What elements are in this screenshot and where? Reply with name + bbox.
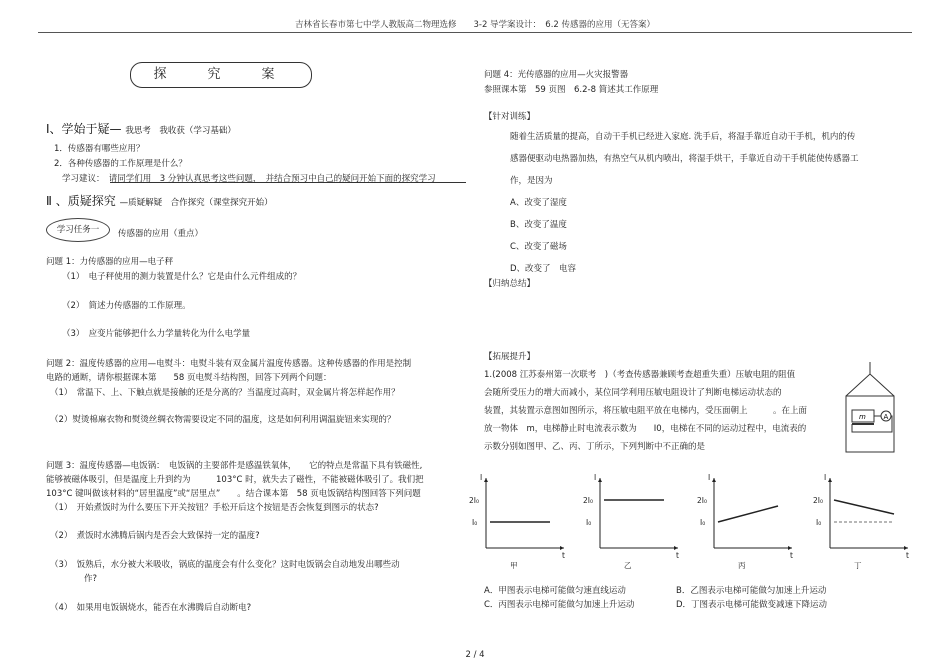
tick-label-2I0: 2I₀ <box>583 496 593 505</box>
tick-label-I0: I₀ <box>586 518 592 527</box>
page-number: 2 / 4 <box>465 650 485 660</box>
section1-subtitle: 我思考 我收获（学习基础） <box>125 126 236 136</box>
option-d: D、改变了 电容 <box>510 264 577 274</box>
section2-heading <box>46 192 273 209</box>
problem-3-line: 问题 3：温度传感器—电饭锅： 电饭锅的主要部件是感温铁氧体， 它的特点是常温下具有铁磁性, <box>46 461 423 471</box>
answer-b: B．乙图表示电梯可能做匀加速上升运动 <box>676 586 827 596</box>
graph-2 <box>582 470 686 570</box>
answer-a: A．甲图表示电梯可能做匀速直线运动 <box>484 586 626 596</box>
x-axis-label: t <box>676 551 679 560</box>
problem-3-line: 能够被磁体吸引，但是温度上升到约为 103°C 时，就失去了磁性，不能被磁体吸引了。我们把 <box>46 475 424 485</box>
problem-2-line: 问题 2：温度传感器的应用—电熨斗：电熨斗装有双金属片温度传感器。这种传感器的作用是控制 <box>46 359 412 369</box>
page-header: 吉林省长春市第七中学人教版高二物理选修 3-2 导学案设计： 6.2 传感器的应用（无答案） <box>294 20 656 30</box>
x-axis-label: t <box>906 551 909 560</box>
graph-3 <box>696 470 800 570</box>
y-axis-label: I <box>708 473 711 482</box>
option-a: A、改变了湿度 <box>510 198 567 208</box>
problem-1-item: （2） 简述力传感器的工作原理。 <box>62 301 191 311</box>
tick-label-I0: I₀ <box>816 518 822 527</box>
training-line: 作，是因为 <box>510 176 553 186</box>
y-arrow <box>598 478 602 482</box>
training-heading: 【针对训练】 <box>484 112 536 122</box>
option-c: C、改变了磁场 <box>510 242 567 252</box>
answer-d: D．丁图表示电梯可能做变减速下降运动 <box>676 600 828 610</box>
problem-3-line: 作? <box>50 574 98 584</box>
problem-3-line: 103°C 键叫做该材料的“居里温度”或“居里点” 。结合课本第 58 页电饭锅结构图回答下列问题 <box>46 489 421 499</box>
extension-line: 1.(2008 江苏泰州第一次联考 )（考查传感器兼顾考查超重失重）压敏电阻的阻值 <box>484 370 796 380</box>
answer-c: C．丙图表示电梯可能做匀加速上升运动 <box>484 600 635 610</box>
tick-label-2I0: 2I₀ <box>813 496 823 505</box>
section1-heading <box>46 120 236 137</box>
graph-caption: 丙 <box>738 561 746 570</box>
section1-heading-text: Ⅰ、学始于疑— <box>46 122 122 136</box>
x-arrow <box>674 546 678 550</box>
problem-2-line: 电路的通断，请你根据课本第 58 页电熨斗结构图，回答下列两个问题： <box>46 373 332 383</box>
study-advice: 学习建议： 请同学们用 3 分钟认真思考这些问题， 并结合预习中自己的疑问开始下面的探究学习 <box>62 174 436 184</box>
y-arrow <box>712 478 716 482</box>
elevator-roof <box>846 374 894 396</box>
ammeter-label: A <box>883 413 889 421</box>
graph-caption: 甲 <box>510 561 518 570</box>
problem-1-item: （1） 电子秤使用的测力装置是什么？它是由什么元件组成的？ <box>62 272 302 282</box>
task-bubble: 学习任务一 <box>46 218 110 242</box>
x-axis-label: t <box>562 551 565 560</box>
problem-2-line: （1） 常温下、上、下触点就是接触的还是分离的？当温度过高时，双金属片将怎样起作用？ <box>50 388 400 398</box>
current-line <box>834 500 894 514</box>
y-arrow <box>484 478 488 482</box>
x-axis-label: t <box>790 551 793 560</box>
problem-4-title: 问题 4：光传感器的应用—火灾报警器 <box>484 70 629 80</box>
section-title: 探 究 案 <box>130 62 312 88</box>
problem-3-line: （1） 开始煮饭时为什么要压下开关按钮？手松开后这个按钮是否会恢复到图示的状态? <box>50 503 379 513</box>
y-axis-label: I <box>824 473 827 482</box>
graph-caption: 乙 <box>624 561 632 570</box>
problem-1-item: （3） 应变片能够把什么力学量转化为什么电学量 <box>62 329 251 339</box>
extension-line: 示数分别如图甲、乙、丙、丁所示，下列判断中不正确的是 <box>484 442 706 452</box>
graph-1 <box>468 470 572 570</box>
section2-heading-text: Ⅱ 、质疑探究 <box>46 194 116 208</box>
x-arrow <box>788 546 792 550</box>
section2-subtitle: —质疑解疑 合作探究（课堂探究开始） <box>119 198 273 208</box>
y-axis-label: I <box>480 473 483 482</box>
mass-label: m <box>859 413 866 421</box>
header-rule <box>38 32 912 33</box>
summary-heading: 【归纳总结】 <box>484 279 536 289</box>
current-line <box>718 506 778 522</box>
problem-1-title: 问题 1：力传感器的应用—电子秤 <box>46 257 174 267</box>
problem-3-line: （3） 饭熟后，水分被大米吸收，锅底的温度会有什么变化？这时电饭锅会自动地发出哪些动 <box>50 560 400 570</box>
task-text: 传感器的应用（重点） <box>118 229 204 239</box>
question-2: 2．各种传感器的工作原理是什么？ <box>54 159 187 169</box>
training-line: 随着生活质量的提高，自动干手机已经进入家庭. 洗手后，将湿手靠近自动干手机，机内的传 <box>510 132 856 142</box>
graph-4 <box>812 470 916 570</box>
tick-label-I0: I₀ <box>472 518 478 527</box>
y-axis-label: I <box>594 473 597 482</box>
problem-4-ref: 参照课本第 59 页图 6.2-8 简述其工作原理 <box>484 85 659 95</box>
problem-3-line: （4） 如果用电饭锅烧水，能否在水沸腾后自动断电? <box>50 603 252 613</box>
extension-heading: 【拓展提升】 <box>484 352 536 362</box>
x-arrow <box>904 546 908 550</box>
problem-3-line: （2） 煮饭时水沸腾后锅内是否会大致保持一定的温度? <box>50 531 260 541</box>
y-arrow <box>828 478 832 482</box>
extension-line: 放一物体 m，电梯静止时电流表示数为 I0，电梯在不同的运动过程中，电流表的 <box>484 424 807 434</box>
extension-line: 装置，其装置示意图如图所示，将压敏电阻平放在电梯内，受压面朝上 。在上面 <box>484 406 808 416</box>
option-b: B、改变了温度 <box>510 220 567 230</box>
graph-caption: 丁 <box>854 561 862 570</box>
extension-line: 会随所受压力的增大而减小，某位同学利用压敏电阻设计了判断电梯运动状态的 <box>484 388 782 398</box>
question-1: 1．传感器有哪些应用？ <box>54 144 145 154</box>
x-arrow <box>560 546 564 550</box>
elevator-diagram <box>838 360 908 460</box>
training-line: 感器便驱动电热器加热，有热空气从机内喷出，将湿手烘干，手靠近自动干手机能使传感器工 <box>510 154 859 164</box>
tick-label-I0: I₀ <box>700 518 706 527</box>
advice-underline <box>110 182 466 183</box>
tick-label-2I0: 2I₀ <box>469 496 479 505</box>
tick-label-2I0: 2I₀ <box>697 496 707 505</box>
problem-2-line: （2）熨烫棉麻衣物和熨烫丝绸衣物需要设定不同的温度，这是如何利用调温旋钮来实现的？ <box>50 415 396 425</box>
